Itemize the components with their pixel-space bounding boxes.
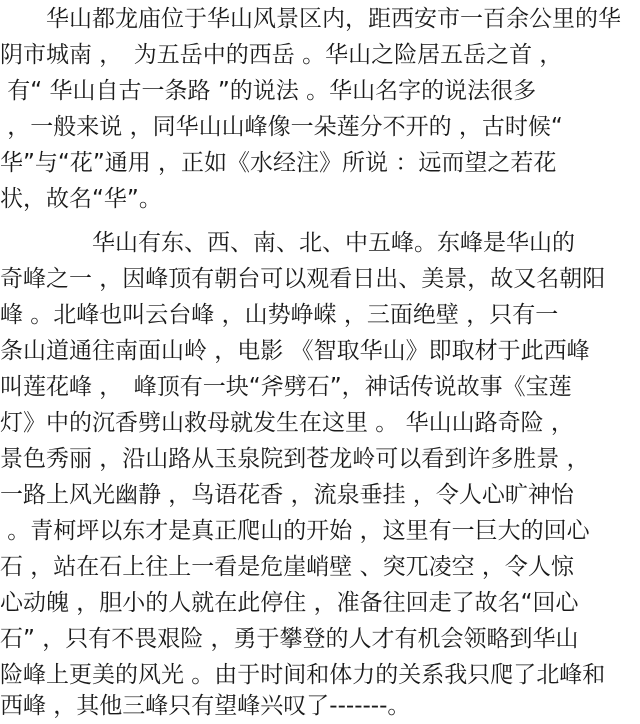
paragraph-2-line: 华山有东、西、南、北、中五峰。东峰是华山的	[0, 230, 575, 256]
paragraph-2-line: 叫莲花峰 ， 峰顶有一块“斧劈石”，神话传说故事《宝莲	[0, 374, 572, 400]
paragraph-1-line: 状，故名“华”。	[0, 186, 162, 212]
paragraph-2-line: 心动魄 ，胆小的人就在此停住 ，准备往回走了故名“回心	[0, 590, 579, 616]
paragraph-2-line: 石” ，只有不畏艰险 ，勇于攀登的人才有机会领略到华山	[0, 626, 579, 652]
paragraph-2-line: 峰 。北峰也叫云台峰 ，山势峥嵘 ，三面绝壁 ，只有一	[0, 302, 559, 328]
paragraph-2-line: 灯》中的沉香劈山救母就发生在这里 。 华山山路奇险 ，	[0, 410, 574, 436]
paragraph-2-line: 奇峰之一 ，因峰顶有朝台可以观看日出、美景，故又名朝阳	[0, 266, 606, 292]
paragraph-2-line: 。青柯坪以东才是真正爬山的开始 ，这里有一巨大的回心	[0, 518, 590, 544]
paragraph-2-line: 西峰 ，其他三峰只有望峰兴叹了-------。	[0, 693, 411, 719]
paragraph-2-line: 景色秀丽 ，沿山路从玉泉院到苍龙岭可以看到许多胜景 ，	[0, 446, 590, 472]
paragraph-1-line: 华”与“花”通用 ，正如《水经注》所说 ：远而望之若花	[0, 150, 557, 176]
paragraph-2-line: 石 ，站在石上往上一看是危崖峭壁 、突兀凌空 ，令人惊	[0, 554, 574, 580]
paragraph-1-line: 阴市城南 ， 为五岳中的西岳 。华山之险居五岳之首 ，	[0, 42, 563, 68]
paragraph-2-line: 一路上风光幽静 ，鸟语花香 ，流泉垂挂 ，令人心旷神怡	[0, 482, 574, 508]
paragraph-1-line: 华山都龙庙位于华山风景区内，距西安市一百余公里的华	[0, 6, 621, 32]
paragraph-1-line: 有“ 华山自古一条路 ”的说法 。华山名字的说法很多	[0, 78, 537, 104]
paragraph-1-line: ，一般来说 ，同华山山峰像一朵莲分不开的 ，古时候“	[0, 114, 563, 140]
paragraph-2-line: 条山道通往南面山岭 ，电影 《智取华山》即取材于此西峰	[0, 338, 590, 364]
paragraph-2-line: 险峰上更美的风光 。由于时间和体力的关系我只爬了北峰和	[0, 662, 606, 688]
